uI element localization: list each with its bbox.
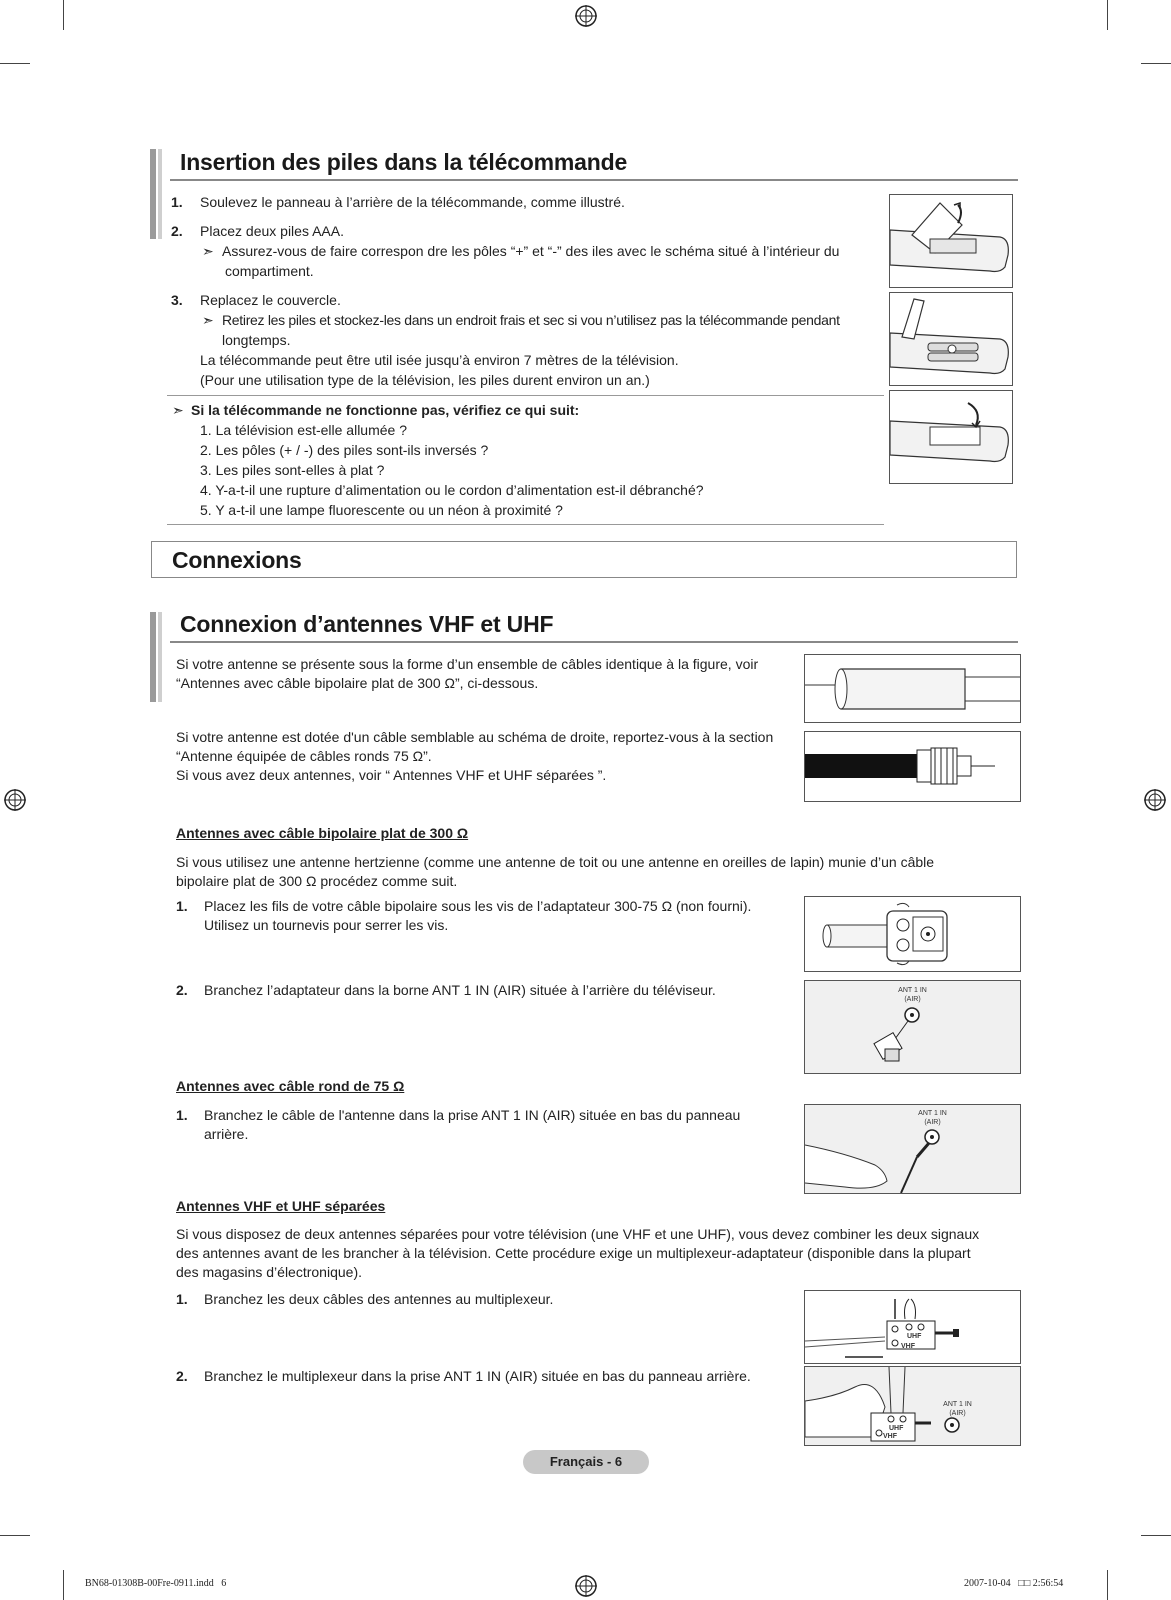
subsection-title: Antennes avec câble rond de 75 Ω	[176, 1078, 405, 1094]
vhf-label: VHF	[883, 1433, 897, 1440]
section-bar	[150, 612, 156, 702]
connexions-title: Connexions	[172, 547, 302, 573]
registration-mark-icon	[1143, 788, 1167, 812]
check-item: 2. Les pôles (+ / -) des piles sont-ils inversés ?	[200, 442, 489, 458]
info-text: (Pour une utilisation type de la télévision, les piles durent environ un an.)	[200, 372, 650, 388]
remote-illustration-batteries	[889, 292, 1013, 386]
coax-connect-illustration	[804, 1104, 1021, 1194]
footer-date: 2007-10-04 □□ 2:56:54	[964, 1578, 1064, 1589]
body-text: bipolaire plat de 300 Ω procédez comme suit.	[176, 873, 458, 889]
section-bar	[158, 612, 162, 702]
section-bar	[150, 149, 156, 239]
title-rule	[170, 641, 1018, 643]
step-number: 1.	[176, 898, 188, 914]
step-number: 1.	[176, 1291, 188, 1307]
remote-illustration-closed	[889, 390, 1013, 484]
coax-cable-illustration	[804, 731, 1021, 802]
section-title: Connexion d’antennes VHF et UHF	[180, 611, 554, 637]
remote-illustration-open	[889, 194, 1013, 288]
note-arrow-icon: ➣	[202, 243, 214, 259]
subsection-title: Antennes avec câble bipolaire plat de 300 Ω	[176, 825, 469, 841]
note-text: Assurez-vous de faire correspon dre les pôles “+” et “-” des iles avec le schéma situé à l’intérieur du	[222, 243, 840, 259]
divider	[167, 395, 884, 396]
uhf-label: UHF	[889, 1425, 904, 1432]
uhf-label: UHF	[907, 1333, 922, 1340]
check-item: 1. La télévision est-elle allumée ?	[200, 422, 408, 438]
title-rule	[170, 179, 1018, 181]
step-text: Branchez l’adaptateur dans la borne ANT 1 IN (AIR) située à l’arrière du téléviseur.	[204, 982, 716, 998]
ant-label: (AIR)	[949, 1410, 966, 1417]
body-text: Si vous disposez de deux antennes séparées pour votre télévision (une VHF et une UHF), vous devez combiner les deux signaux	[176, 1226, 980, 1242]
crop-mark	[1107, 1570, 1108, 1600]
step-number: 2.	[176, 1368, 188, 1384]
adapter-illustration	[804, 896, 1021, 972]
registration-mark-icon	[574, 1574, 598, 1598]
check-title: Si la télécommande ne fonctionne pas, vérifiez ce qui suit:	[191, 402, 580, 418]
ant-label: ANT 1 IN	[898, 987, 927, 994]
step-number: 1.	[176, 1107, 188, 1123]
step-text: Branchez le multiplexeur dans la prise ANT 1 IN (AIR) située en bas du panneau arrière.	[204, 1368, 751, 1384]
step-number: 3.	[171, 292, 183, 308]
section-bar	[158, 149, 162, 239]
ant-label: (AIR)	[904, 996, 921, 1003]
section-title: Insertion des piles dans la télécommande	[180, 149, 628, 175]
intro-text: “Antennes avec câble bipolaire plat de 300 Ω”, ci-dessous.	[176, 675, 539, 691]
registration-mark-icon	[574, 4, 598, 28]
body-text: Si vous utilisez une antenne hertzienne (comme une antenne de toit ou une antenne en oreilles de lapin) munie d’un câble	[176, 854, 935, 870]
intro-text: Si votre antenne est dotée d'un câble semblable au schéma de droite, reportez-vous à la section	[176, 729, 774, 745]
ant-label: (AIR)	[924, 1119, 941, 1126]
step-text: Placez les fils de votre câble bipolaire sous les vis de l’adaptateur 300-75 Ω (non fourni).	[204, 898, 752, 914]
crop-mark	[63, 1570, 64, 1600]
footer-file: BN68-01308B-00Fre-0911.indd 6	[85, 1578, 227, 1589]
ant-label: ANT 1 IN	[943, 1401, 972, 1408]
crop-mark	[1141, 1535, 1171, 1536]
step-text: Replacez le couvercle.	[200, 292, 341, 308]
step-text: arrière.	[204, 1126, 249, 1142]
note-text: longtemps.	[222, 332, 291, 348]
check-item: 4. Y-a-t-il une rupture d’alimentation ou le cordon d’alimentation est-il débranché?	[200, 482, 704, 498]
intro-text: Si votre antenne se présente sous la forme d’un ensemble de câbles identique à la figure, voir	[176, 656, 759, 672]
info-text: La télécommande peut être util isée jusqu’à environ 7 mètres de la télévision.	[200, 352, 679, 368]
intro-text: “Antenne équipée de câbles ronds 75 Ω”.	[176, 748, 432, 764]
crop-mark	[1107, 0, 1108, 30]
note-arrow-icon: ➣	[172, 402, 184, 418]
step-text: Soulevez le panneau à l’arrière de la télécommande, comme illustré.	[200, 194, 625, 210]
step-number: 1.	[171, 194, 183, 210]
note-arrow-icon: ➣	[202, 312, 214, 328]
flat-cable-illustration	[804, 654, 1021, 723]
step-text: Branchez les deux câbles des antennes au multiplexeur.	[204, 1291, 554, 1307]
multiplexer-illustration	[804, 1290, 1021, 1364]
step-number: 2.	[171, 223, 183, 239]
crop-mark	[0, 1535, 30, 1536]
intro-text: Si vous avez deux antennes, voir “ Antennes VHF et UHF séparées ”.	[176, 767, 607, 783]
ant-adapter-illustration	[804, 980, 1021, 1074]
multiplexer-connect-illustration	[804, 1366, 1021, 1446]
step-text: Branchez le câble de l'antenne dans la prise ANT 1 IN (AIR) située en bas du panneau	[204, 1107, 741, 1123]
page-label: Français - 6	[523, 1450, 649, 1474]
crop-mark	[63, 0, 64, 30]
step-text: Placez deux piles AAA.	[200, 223, 344, 239]
check-item: 3. Les piles sont-elles à plat ?	[200, 462, 385, 478]
subsection-title: Antennes VHF et UHF séparées	[176, 1198, 386, 1214]
ant-label: ANT 1 IN	[918, 1110, 947, 1117]
step-number: 2.	[176, 982, 188, 998]
body-text: des antennes avant de les brancher à la télévision. Cette procédure exige un multiplexeur-adaptateur (disponible dans la plupart	[176, 1245, 971, 1261]
body-text: des magasins d’électronique).	[176, 1264, 362, 1280]
check-item: 5. Y a-t-il une lampe fluorescente ou un néon à proximité ?	[200, 502, 563, 518]
note-text: compartiment.	[225, 263, 314, 279]
divider	[167, 524, 884, 525]
vhf-label: VHF	[901, 1343, 915, 1350]
crop-mark	[1141, 63, 1171, 64]
registration-mark-icon	[3, 788, 27, 812]
note-text: Retirez les piles et stockez-les dans un endroit frais et sec si vou n’utilisez pas la télécommande pendant	[222, 312, 840, 328]
step-text: Utilisez un tournevis pour serrer les vis.	[204, 917, 449, 933]
crop-mark	[0, 63, 30, 64]
